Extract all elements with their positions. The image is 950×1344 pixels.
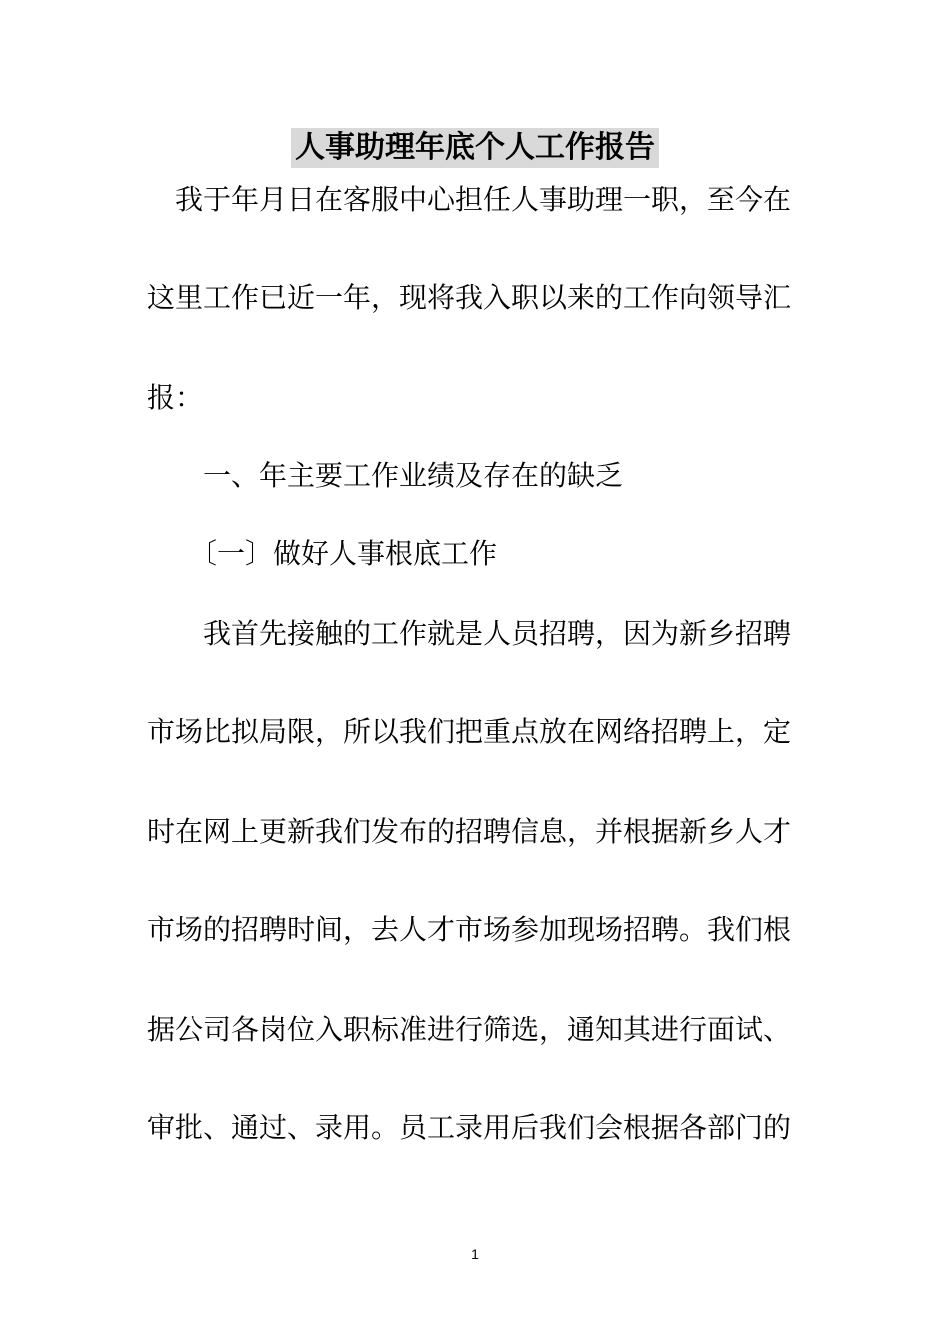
body-line: 这里工作已近一年，现将我入职以来的工作向领导汇 <box>147 281 792 314</box>
body-line: 我首先接触的工作就是人员招聘，因为新乡招聘 <box>147 617 792 650</box>
body-line: 市场比拟局限，所以我们把重点放在网络招聘上，定 <box>147 715 792 748</box>
body-line: 市场的招聘时间，去人才市场参加现场招聘。我们根 <box>147 913 792 946</box>
title-container <box>0 128 950 168</box>
body-line: 我于年月日在客服中心担任人事助理一职，至今在 <box>147 183 792 216</box>
subsection-heading: 〔一〕做好人事根底工作 <box>147 537 498 570</box>
section-heading: 一、年主要工作业绩及存在的缺乏 <box>147 459 624 492</box>
body-line: 据公司各岗位入职标准进行筛选，通知其进行面试、 <box>147 1013 792 1046</box>
document-title: 人事助理年底个人工作报告 <box>291 128 659 168</box>
body-line: 时在网上更新我们发布的招聘信息，并根据新乡人才 <box>147 815 792 848</box>
body-line: 报： <box>147 381 204 414</box>
body-line: 审批、通过、录用。员工录用后我们会根据各部门的 <box>147 1111 792 1144</box>
page-number: 1 <box>471 1246 479 1262</box>
